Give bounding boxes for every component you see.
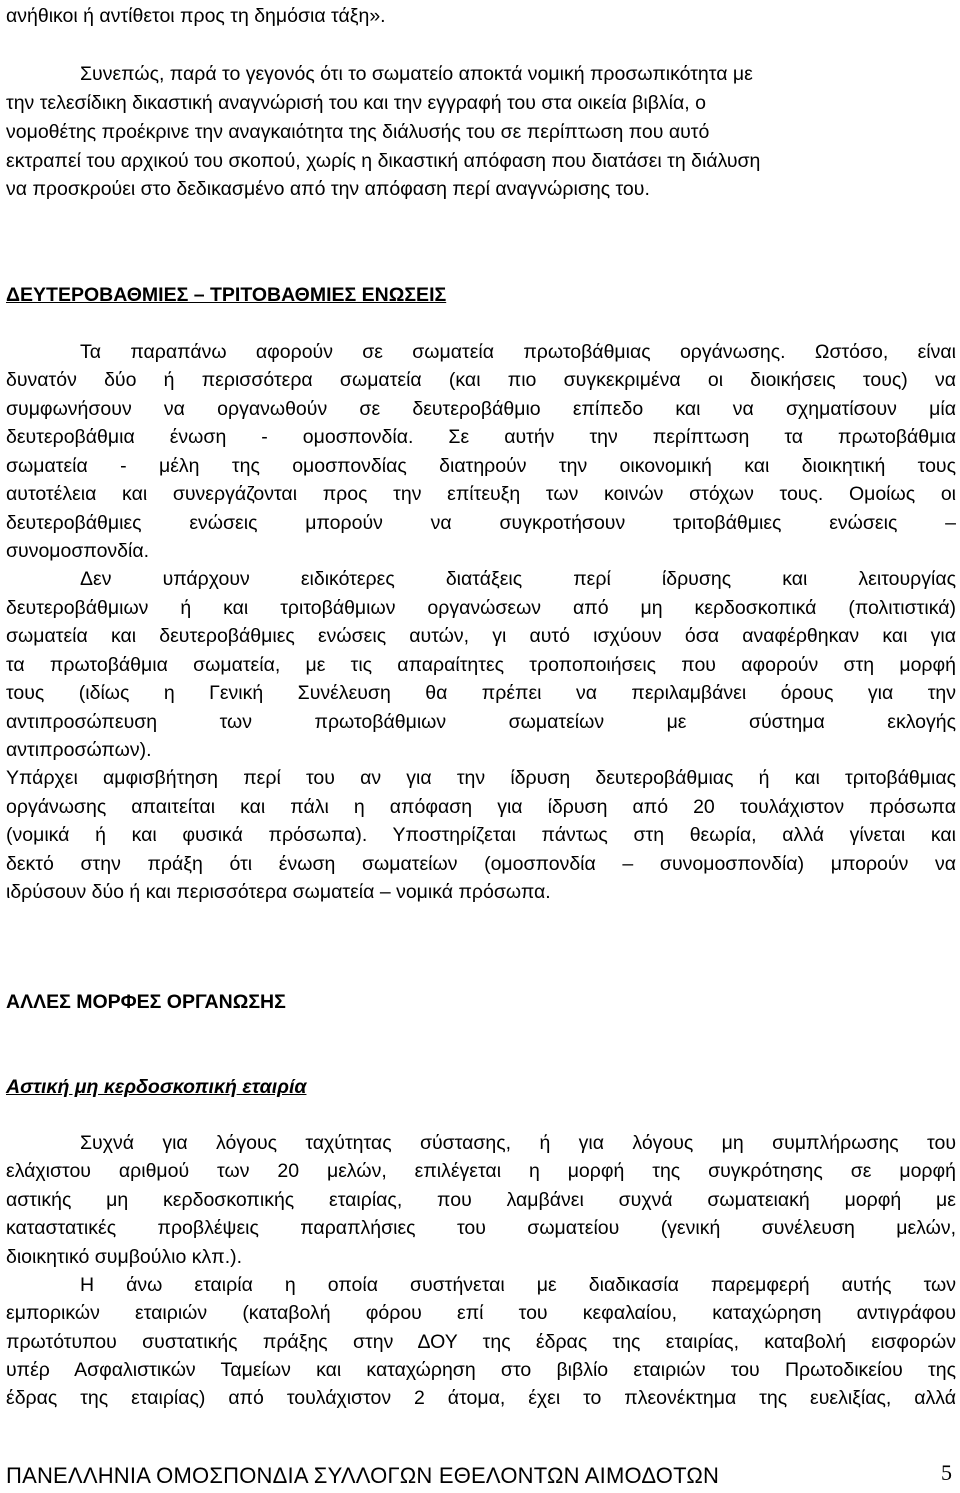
paragraph-line: Συνεπώς, παρά το γεγονός ότι το σωματείο αποκτά νομική προσωπικότητα με	[80, 63, 753, 85]
paragraph-line: αστικής μη κερδοσκοπικής εταιρίας, που λαμβάνει συχνά σωματειακή μορφή με	[6, 1189, 956, 1211]
paragraph-line: έδρας της εταιρίας) από τουλάχιστον 2 άτομα, έχει το πλεονέκτημα της ευελιξίας, αλλά	[6, 1387, 956, 1409]
paragraph-line: Συχνά για λόγους ταχύτητας σύστασης, ή για λόγους μη συμπλήρωσης του	[80, 1132, 956, 1154]
paragraph-line: τα πρωτοβάθμια σωματεία, με τις απαραίτητες τροποποιήσεις που αφορούν στη μορφή	[6, 654, 956, 676]
paragraph-line: δεκτό στην πράξη ότι ένωση σωματείων (ομοσπονδία – συνομοσπονδία) μπορούν να	[6, 853, 956, 875]
paragraph-line: εμπορικών εταιριών (καταβολή φόρου επί του κεφαλαίου, καταχώρηση αντιγράφου	[6, 1302, 956, 1324]
paragraph-line: (νομικά ή και φυσικά πρόσωπα). Υποστηρίζεται πάντως στη θεωρία, αλλά γίνεται και	[6, 824, 956, 846]
paragraph-line: δυνατόν δύο ή περισσότερα σωματεία (και πιο συγκεκριμένα οι διοικήσεις τους) να	[6, 369, 956, 391]
paragraph-line: διοικητικό συμβούλιο κλπ.).	[6, 1246, 243, 1268]
paragraph-line: δευτεροβάθμια ένωση - ομοσπονδία. Σε αυτήν την περίπτωση τα πρωτοβάθμια	[6, 426, 956, 448]
paragraph-line: ιδρύσουν δύο ή και περισσότερα σωματεία – νομικά πρόσωπα.	[6, 881, 551, 903]
paragraph-line: να προσκρούει στο δεδικασμένο από την απόφαση περί αναγνώρισης του.	[6, 178, 650, 200]
paragraph-line: την τελεσίδικη δικαστική αναγνώρισή του και την εγγραφή του στα οικεία βιβλία, ο	[6, 92, 706, 114]
paragraph-line: αντιπροσώπευση των πρωτοβάθμιων σωματείων με σύστημα εκλογής	[6, 711, 956, 733]
paragraph-line: αυτοτέλεια και συνεργάζονται προς την επίτευξη των κοινών στόχων τους. Ομοίως οι	[6, 483, 956, 505]
paragraph-line: τους (ιδίως η Γενική Συνέλευση θα πρέπει να περιλαμβάνει όρους για την	[6, 682, 956, 704]
paragraph-line: Υπάρχει αμφισβήτηση περί του αν για την ίδρυση δευτεροβάθμιας ή και τριτοβάθμιας	[6, 767, 956, 789]
paragraph-line: συνομοσπονδία.	[6, 540, 150, 562]
paragraph-line: Η άνω εταιρία η οποία συστήνεται με διαδικασία παρεμφερή αυτής των	[80, 1274, 956, 1296]
paragraph-line: νομοθέτης προέκρινε την αναγκαιότητα της διάλυσής του σε περίπτωση που αυτό	[6, 121, 710, 143]
paragraph-line: Δεν υπάρχουν ειδικότερες διατάξεις περί ίδρυσης και λειτουργίας	[80, 568, 956, 590]
paragraph-line: εκτραπεί του αρχικού του σκοπού, χωρίς η δικαστική απόφαση που διατάσει τη διάλυση	[6, 150, 761, 172]
subsection-heading-civil-nonprofit: Αστική μη κερδοσκοπική εταιρία	[6, 1076, 307, 1098]
section-heading-secondary-tertiary-unions: ΔΕΥΤΕΡΟΒΑΘΜΙΕΣ – ΤΡΙΤΟΒΑΘΜΙΕΣ ΕΝΩΣΕΙΣ	[6, 284, 447, 306]
paragraph-line: πρωτότυπου συστατικής πράξης στην ΔΟΥ της έδρας της εταιρίας, καταβολή εισφορών	[6, 1331, 956, 1353]
paragraph-line: ανήθικοι ή αντίθετοι προς τη δημόσια τάξη».	[6, 5, 386, 27]
paragraph-line: δευτεροβάθμιων ή και τριτοβάθμιων οργανώσεων από μη κερδοσκοπικά (πολιτιστικά)	[6, 597, 956, 619]
paragraph-line: οργάνωσης απαιτείται και πάλι η απόφαση για ίδρυση από 20 τουλάχιστον πρόσωπα	[6, 796, 956, 818]
paragraph-line: δευτεροβάθμιες ενώσεις μπορούν να συγκροτήσουν τριτοβάθμιες ενώσεις –	[6, 512, 956, 534]
paragraph-line: σωματεία - μέλη της ομοσπονδίας διατηρούν την οικονομική και διοικητική τους	[6, 455, 956, 477]
paragraph-line: καταστατικές προβλέψεις παραπλήσιες του σωματείου (γενική συνέλευση μελών,	[6, 1217, 956, 1239]
paragraph-line: ελάχιστου αριθμού των 20 μελών, επιλέγεται η μορφή της συγκρότησης σε μορφή	[6, 1160, 956, 1182]
paragraph-line: Τα παραπάνω αφορούν σε σωματεία πρωτοβάθμιας οργάνωσης. Ωστόσο, είναι	[80, 341, 956, 363]
section-heading-other-forms: ΑΛΛΕΣ ΜΟΡΦΕΣ ΟΡΓΑΝΩΣΗΣ	[6, 991, 286, 1013]
paragraph-line: σωματεία και δευτεροβάθμιες ενώσεις αυτών, γι αυτό ισχύουν όσα αναφέρθηκαν και για	[6, 625, 956, 647]
paragraph-line: αντιπροσώπων).	[6, 739, 152, 761]
paragraph-line: υπέρ Ασφαλιστικών Ταμείων και καταχώρηση στο βιβλίο εταιριών του Πρωτοδικείου της	[6, 1359, 956, 1381]
footer-page-number: 5	[941, 1460, 952, 1485]
paragraph-line: συμφωνήσουν να οργανωθούν σε δευτεροβάθμιο επίπεδο και να σχηματίσουν μία	[6, 398, 956, 420]
footer-organization: ΠΑΝΕΛΛΗΝΙΑ ΟΜΟΣΠΟΝΔΙΑ ΣΥΛΛΟΓΩΝ ΕΘΕΛΟΝΤΩΝ ΑΙΜΟΔΟΤΩΝ	[6, 1463, 720, 1488]
